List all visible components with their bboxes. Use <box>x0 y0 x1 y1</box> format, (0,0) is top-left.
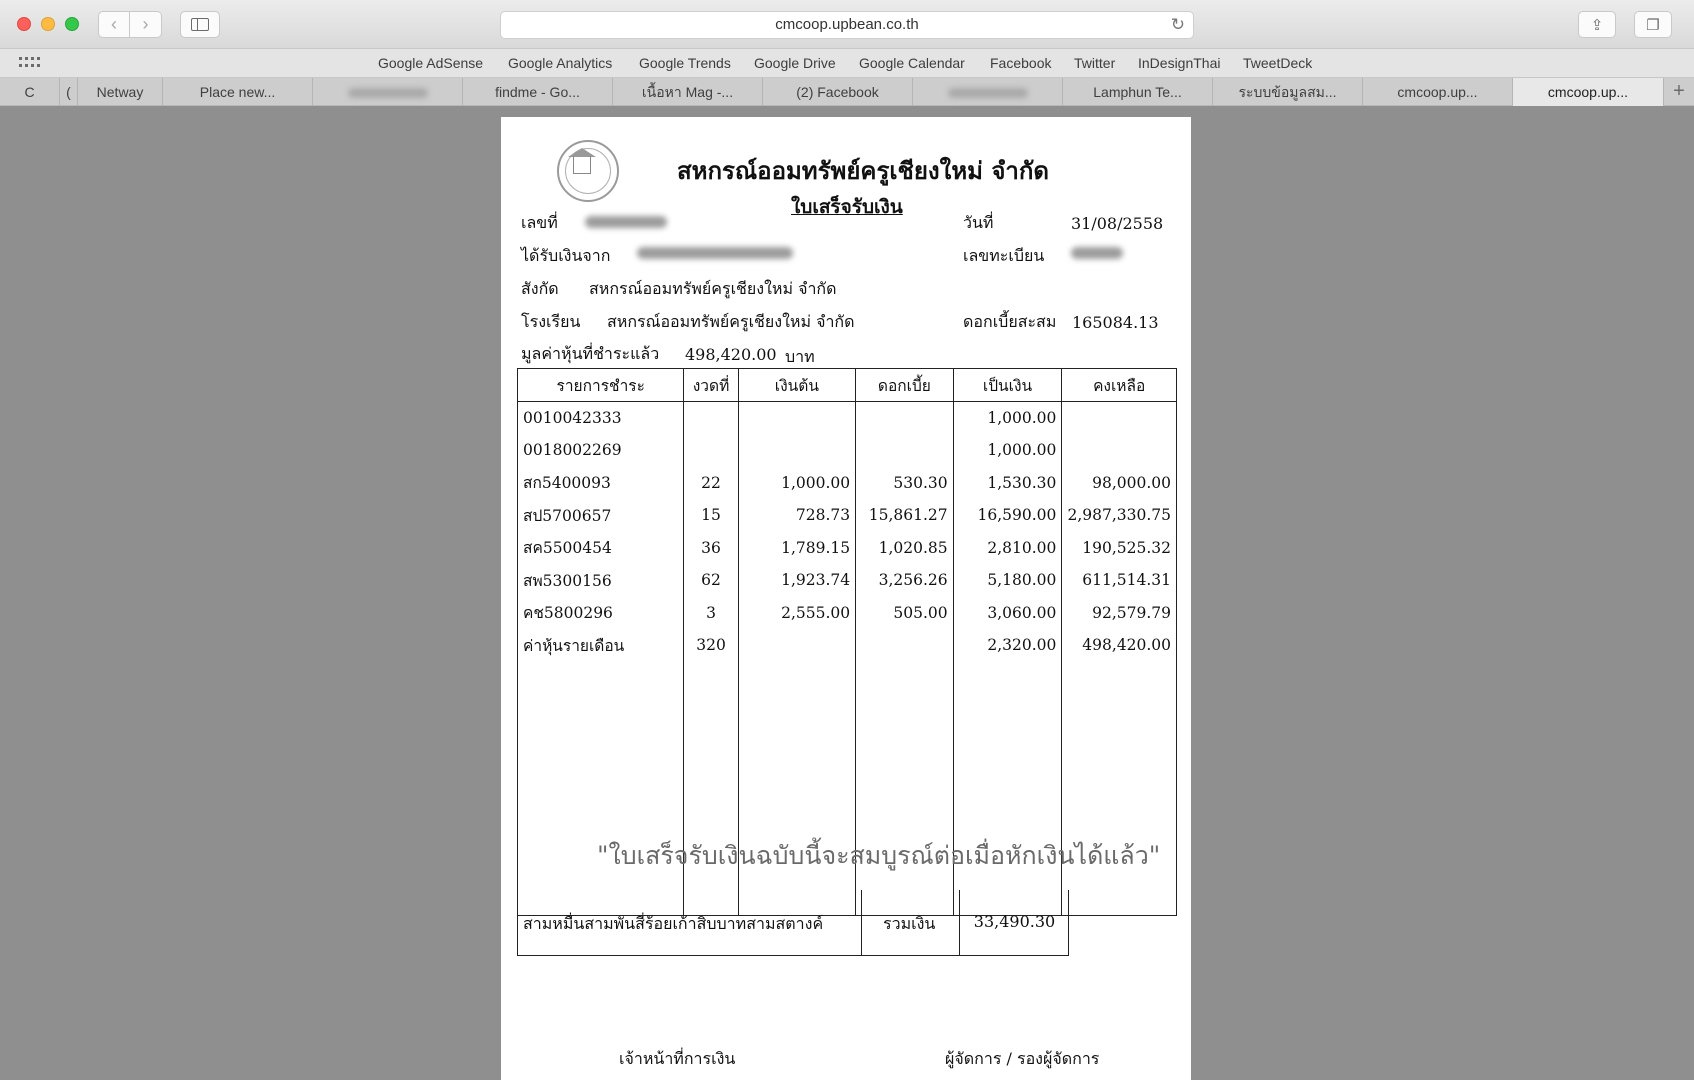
column-header: เงินต้น <box>738 369 856 402</box>
total-box <box>517 890 1069 956</box>
validity-notice: "ใบเสร็จรับเงินฉบับนี้จะสมบูรณ์ต่อเมื่อหักเงินได้แล้ว" <box>597 841 1161 870</box>
column-header: เป็นเงิน <box>953 369 1062 402</box>
tab-item[interactable]: cmcoop.up... <box>1363 78 1513 106</box>
item-code: สป5700657 <box>518 499 684 532</box>
bookmark-google-analytics[interactable]: Google Analytics <box>508 55 613 71</box>
manager-signature-label: ผู้จัดการ / รองผู้จัดการ <box>945 1049 1100 1068</box>
amount: 5,180.00 <box>953 564 1062 597</box>
column-header: คงเหลือ <box>1062 369 1177 402</box>
interest: 15,861.27 <box>856 499 954 532</box>
tabs-overview-icon: ❐ <box>1646 16 1660 34</box>
share-button[interactable] <box>1578 11 1616 38</box>
item-code: สพ5300156 <box>518 564 684 597</box>
amount: 1,000.00 <box>953 402 1062 435</box>
tab-item[interactable]: ระบบข้อมูลสม... <box>1213 78 1363 106</box>
plus-icon: + <box>1673 80 1685 102</box>
zoom-window-button[interactable] <box>65 17 79 31</box>
installment: 320 <box>684 629 738 662</box>
table-row <box>518 564 1177 597</box>
minimize-window-button[interactable] <box>41 17 55 31</box>
principal <box>738 402 856 435</box>
redacted-member-no <box>1071 247 1123 259</box>
balance <box>1062 434 1177 467</box>
chevron-left-icon: ‹ <box>111 14 117 34</box>
received-from-label: ได้รับเงินจาก <box>521 246 611 265</box>
principal: 1,923.74 <box>738 564 856 597</box>
affiliation-label: สังกัด <box>521 279 559 298</box>
organization-title: สหกรณ์ออมทรัพย์ครูเชียงใหม่ จำกัด <box>677 156 1049 185</box>
interest <box>856 629 954 662</box>
close-window-button[interactable] <box>17 17 31 31</box>
paid-share-currency: บาท <box>785 347 815 366</box>
table-row <box>518 597 1177 630</box>
item-code: 0010042333 <box>518 402 684 435</box>
amount: 16,590.00 <box>953 499 1062 532</box>
table-row <box>518 629 1177 662</box>
installment: 22 <box>684 467 738 500</box>
column-header: รายการชำระ <box>518 369 684 402</box>
total-value: 33,490.30 <box>973 912 1056 931</box>
bookmarks-bar <box>0 49 1694 78</box>
cooperative-seal-logo <box>557 140 619 202</box>
balance: 2,987,330.75 <box>1062 499 1177 532</box>
accrued-interest-label: ดอกเบี้ยสะสม <box>963 312 1057 331</box>
interest <box>856 402 954 435</box>
paid-share-label: มูลค่าหุ้นที่ชำระแล้ว <box>521 344 660 363</box>
title-bar <box>0 0 1694 49</box>
sidebar-icon <box>191 18 209 31</box>
item-code: 0018002269 <box>518 434 684 467</box>
bookmark-twitter[interactable]: Twitter <box>1074 55 1116 71</box>
document-title: ใบเสร็จรับเงิน <box>791 196 903 218</box>
amount: 2,810.00 <box>953 532 1062 565</box>
url-text: cmcoop.upbean.co.th <box>775 16 919 33</box>
column-header: งวดที่ <box>684 369 738 402</box>
installment: 15 <box>684 499 738 532</box>
table-row <box>518 467 1177 500</box>
amount: 1,530.30 <box>953 467 1062 500</box>
date-label: วันที่ <box>963 213 994 232</box>
bookmark-tweetdeck[interactable]: TweetDeck <box>1243 55 1313 71</box>
tab-item[interactable]: findme - Go... <box>463 78 613 106</box>
school-value: สหกรณ์ออมทรัพย์ครูเชียงใหม่ จำกัด <box>607 312 855 331</box>
interest: 505.00 <box>856 597 954 630</box>
balance: 190,525.32 <box>1062 532 1177 565</box>
bookmark-facebook[interactable]: Facebook <box>990 55 1052 71</box>
back-button[interactable] <box>98 11 130 38</box>
show-all-tabs-button[interactable] <box>1634 11 1672 38</box>
total-label: รวมเงิน <box>883 914 936 933</box>
installment: 36 <box>684 532 738 565</box>
top-sites-grid-icon[interactable] <box>19 57 39 69</box>
redacted-receipt-no <box>585 216 667 228</box>
balance: 611,514.31 <box>1062 564 1177 597</box>
item-code: สค5500454 <box>518 532 684 565</box>
paid-share-value: 498,420.00 <box>685 345 777 364</box>
date-value: 31/08/2558 <box>1071 214 1164 233</box>
balance: 498,420.00 <box>1062 629 1177 662</box>
affiliation-value: สหกรณ์ออมทรัพย์ครูเชียงใหม่ จำกัด <box>589 279 837 298</box>
receipt-page <box>501 117 1191 1080</box>
school-label: โรงเรียน <box>521 312 581 331</box>
tab-item-blurred[interactable] <box>913 78 1063 106</box>
tab-item[interactable]: Lamphun Te... <box>1063 78 1213 106</box>
chevron-right-icon: › <box>142 14 149 34</box>
table-row <box>518 434 1177 467</box>
bookmark-indesignthai[interactable]: InDesignThai <box>1138 55 1221 71</box>
reload-icon[interactable]: ↻ <box>1170 15 1185 34</box>
amount: 2,320.00 <box>953 629 1062 662</box>
table-row <box>518 499 1177 532</box>
finance-officer-signature-label: เจ้าหน้าที่การเงิน <box>619 1049 736 1068</box>
tab-item[interactable]: Place new... <box>163 78 313 106</box>
principal <box>738 434 856 467</box>
tab-item[interactable]: ( <box>60 78 78 106</box>
tab-item[interactable]: (2) Facebook <box>763 78 913 106</box>
table-empty-space <box>518 662 1177 916</box>
bookmark-google-drive[interactable]: Google Drive <box>754 55 836 71</box>
balance: 92,579.79 <box>1062 597 1177 630</box>
tab-item-active[interactable]: cmcoop.up... <box>1513 78 1664 106</box>
principal: 1,789.15 <box>738 532 856 565</box>
redacted-payer-name <box>637 247 793 259</box>
column-header: ดอกเบี้ย <box>856 369 954 402</box>
tab-item[interactable]: C <box>0 78 60 106</box>
amount: 1,000.00 <box>953 434 1062 467</box>
bookmark-google-calendar[interactable]: Google Calendar <box>859 55 965 71</box>
item-code: คช5800296 <box>518 597 684 630</box>
payment-table <box>517 368 1177 916</box>
tab-item[interactable]: Netway <box>78 78 163 106</box>
accrued-interest-value: 165084.13 <box>1072 313 1159 332</box>
member-no-label: เลขทะเบียน <box>963 246 1045 265</box>
tab-item-blurred[interactable] <box>313 78 463 106</box>
balance <box>1062 402 1177 435</box>
principal: 728.73 <box>738 499 856 532</box>
interest <box>856 434 954 467</box>
new-tab-button[interactable] <box>1664 78 1694 106</box>
principal: 2,555.00 <box>738 597 856 630</box>
interest: 3,256.26 <box>856 564 954 597</box>
item-code: ค่าหุ้นรายเดือน <box>518 629 684 662</box>
receipt-no-label: เลขที่ <box>521 213 558 232</box>
bookmark-google-trends[interactable]: Google Trends <box>639 55 731 71</box>
table-row <box>518 402 1177 435</box>
interest: 530.30 <box>856 467 954 500</box>
installment <box>684 402 738 435</box>
item-code: สก5400093 <box>518 467 684 500</box>
installment <box>684 434 738 467</box>
tab-bar <box>0 78 1694 106</box>
interest: 1,020.85 <box>856 532 954 565</box>
share-icon: ⇪ <box>1590 16 1604 34</box>
bookmark-google-adsense[interactable]: Google AdSense <box>378 55 484 71</box>
sidebar-toggle-button[interactable] <box>180 11 220 38</box>
balance: 98,000.00 <box>1062 467 1177 500</box>
principal: 1,000.00 <box>738 467 856 500</box>
total-in-words: สามหมื่นสามพันสี่ร้อยเก้าสิบบาทสามสตางค์ <box>523 914 824 933</box>
tab-item[interactable]: เนื้อหา Mag -... <box>613 78 763 106</box>
amount: 3,060.00 <box>953 597 1062 630</box>
table-row <box>518 532 1177 565</box>
principal <box>738 629 856 662</box>
table-header-row <box>518 369 1177 402</box>
forward-button[interactable] <box>130 11 162 38</box>
installment: 3 <box>684 597 738 630</box>
address-bar[interactable] <box>500 11 1194 39</box>
installment: 62 <box>684 564 738 597</box>
